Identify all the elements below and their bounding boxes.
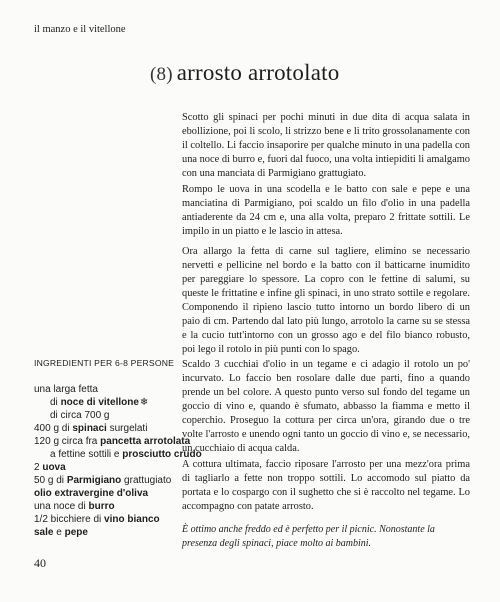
recipe-note: È ottimo anche freddo ed è perfetto per il picnic. Nonostante la presenza degli spinaci, piace molto ai bambini. — [182, 524, 435, 549]
ingredient-line: a fettine sottili e prosciutto crudo — [50, 449, 202, 460]
ingredient-line: sale e pepe — [34, 527, 88, 538]
paragraph-serving: A cottura ultimata, faccio riposare l'arrosto per una mezz'ora prima di tagliarlo a fette non troppo sottili. Lo accomodo sul piatto da portata e lo cospargo con il sughetto che si è raccolto nel tegame. Lo accompagno con patate arrosto. — [182, 459, 470, 512]
ingredient-line: 50 g di Parmigiano grattugiato — [34, 475, 172, 486]
recipe-number: (8) — [150, 64, 173, 85]
ingredients-list — [34, 383, 202, 539]
paragraph-cooking: Scaldo 3 cucchiai d'olio in un tegame e ci adagio il rotolo un po' incurvato. Lo faccio ben rosolare dalle due parti, fino a quando prende un bel colore. A questo punto verso sul fondo del tegame un goccio di vino e, quando è sfumato, abbasso la fiamma e metto il coperchio. Proseguo la cottura per circa un'ora, girando due o tre volte l'arrosto e unendo ogni tanto un goccio di vino e, se necessario, un cucchiaio di acqua calda. — [182, 359, 470, 454]
ingredient-line: 400 g di spinaci surgelati — [34, 423, 148, 434]
ingredient-line: 120 g circa fra pancetta arrotolata — [34, 436, 191, 447]
ingredient-line: una noce di burro — [34, 501, 115, 512]
ingredient-line: 1/2 bicchiere di vino bianco — [34, 514, 160, 525]
ingredient-line: una larga fetta — [34, 384, 98, 395]
paragraph-rolling: Ora allargo la fetta di carne sul tagliere, elimino se necessario nervetti e pellicine nel bordo e la batto con il batticarne inumidito per pareggiare lo spessore. La copro con le fettine di salumi, su queste le frittatine e infine gli spinaci, in uno strato sottile e regolare. Componendo il ripieno lascio tutto intorno un bordo libero di un paio di cm. Partendo dal lato più lungo, arrotolo la carne su se stessa e la cucio tutt'intorno con un grosso ago e del filo bianco robusto, poi lego il rotolo in più punti con lo spago. — [182, 246, 470, 355]
ingredient-line: olio extravergine d'oliva — [34, 488, 149, 499]
snowflake-icon: ❄ — [139, 397, 149, 408]
ingredient-line: di circa 700 g — [50, 410, 110, 421]
section-title: il manzo e il vitellone — [34, 24, 126, 35]
paragraph-omelettes: Rompo le uova in una scodella e le batto con sale e pepe e una manciatina di Parmigiano, poi scaldo un filo d'olio in una padella antiaderente da 24 cm e, una alla volta, preparo 2 frittate sottili. Le impilo in un piatto e le lascio in attesa. — [182, 184, 470, 237]
recipe-title — [150, 60, 339, 86]
paragraph-spinach: Scotto gli spinaci per pochi minuti in due dita di acqua salata in ebollizione, poi li scolo, li strizzo bene e li trito grossolanamente con il coltello. Li faccio insaporire per qualche minuto in una padella con una noce di burro e, fuori dal fuoco, una volta intiepiditi li amalgamo con una manciata di Parmigiano grattugiato. — [182, 112, 470, 179]
recipe-name: arrosto arrotolato — [176, 60, 340, 85]
ingredient-line: di noce di vitellone❄ — [50, 397, 149, 408]
ingredient-line: 2 uova — [34, 462, 66, 473]
page-number: 40 — [34, 556, 46, 570]
ingredients-title: INGREDIENTI PER 6-8 PERSONE — [34, 358, 175, 368]
